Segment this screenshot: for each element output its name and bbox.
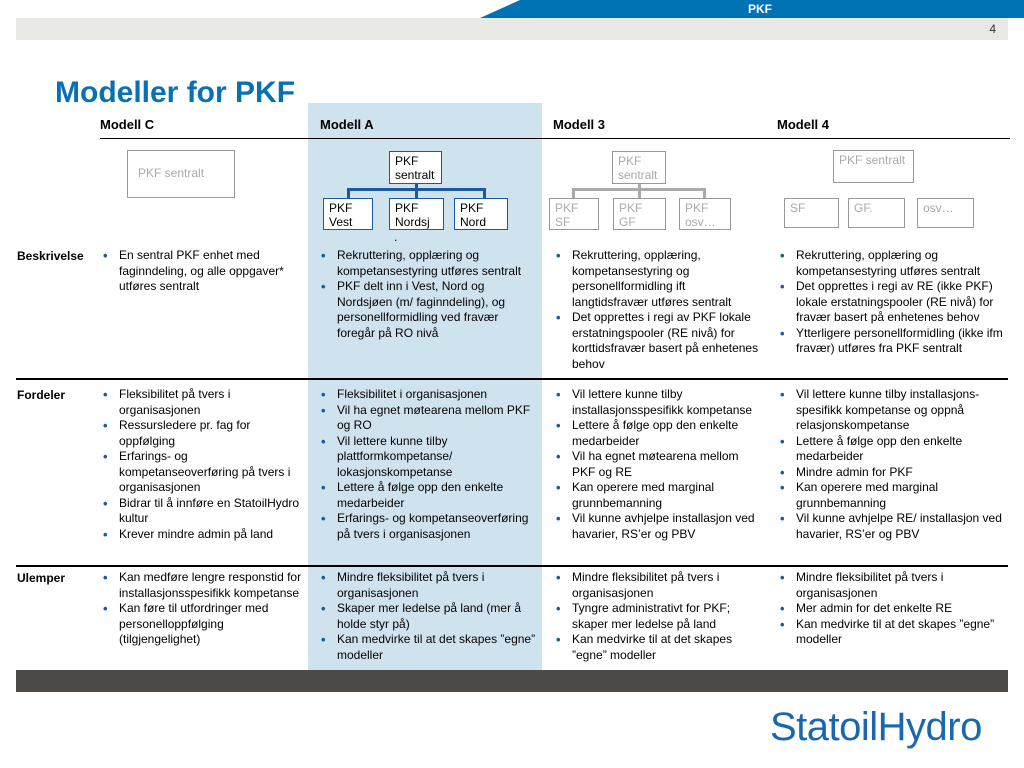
bullet-item: • Krever mindre admin på land bbox=[103, 527, 308, 543]
header-label: PKF bbox=[748, 2, 772, 16]
chart-3-child-box: PKF GF bbox=[613, 198, 666, 230]
row-label-beskrivelse: Beskrivelse bbox=[17, 249, 84, 263]
bullet-item: • Det opprettes i regi av PKF lokale erstatningspooler (RE nivå) for korttidsfravær basert på enhetenes behov bbox=[556, 310, 761, 372]
bullet-item: • Vil ha egnet møtearena mellom PKF og RO bbox=[321, 403, 539, 434]
bullet-item: • Vil lettere kunne tilby installasjonsspesifikk kompetanse bbox=[556, 387, 761, 418]
row-separator bbox=[16, 378, 1008, 380]
chart-4-child-box: osv… bbox=[917, 198, 974, 228]
bullet-item: • Kan medvirke til at det skapes ”egne” modeller bbox=[556, 632, 761, 663]
bullet-item: • Lettere å følge opp den enkelte medarbeider bbox=[780, 434, 1010, 465]
cell-ulemper-4 bbox=[780, 570, 1010, 648]
column-header-modell-a: Modell A bbox=[320, 117, 374, 132]
cell-beskrivelse-c bbox=[103, 248, 308, 295]
cell-ulemper-3 bbox=[556, 570, 761, 663]
bullet-item: • Fleksibilitet på tvers i organisasjonen bbox=[103, 387, 308, 418]
bullet-item: • Ressursledere pr. fag for oppfølging bbox=[103, 418, 308, 449]
bullet-item: • Mindre fleksibilitet på tvers i organisasjonen bbox=[556, 570, 761, 601]
page-title: Modeller for PKF bbox=[55, 76, 296, 109]
cell-beskrivelse-a bbox=[321, 248, 539, 341]
chart-a-dot: . bbox=[394, 230, 398, 244]
row-separator bbox=[16, 565, 1008, 567]
chart-a-child-box: PKF Vest bbox=[323, 198, 373, 230]
column-header-modell-3: Modell 3 bbox=[553, 117, 606, 132]
cell-ulemper-a bbox=[321, 570, 539, 663]
bullet-item: • Kan føre til utfordringer med personelloppfølging (tilgjengelighet) bbox=[103, 601, 308, 648]
bullet-item: • Mindre fleksibilitet på tvers i organisasjonen bbox=[780, 570, 1010, 601]
bullet-item: • Kan medvirke til at det skapes ”egne” modeller bbox=[321, 632, 539, 663]
cell-beskrivelse-4 bbox=[780, 248, 1010, 357]
header-divider bbox=[100, 138, 1010, 139]
cell-fordeler-4 bbox=[780, 387, 1010, 542]
cell-fordeler-a bbox=[321, 387, 539, 542]
page-number: 4 bbox=[989, 22, 996, 36]
bullet-item: • Mer admin for det enkelte RE bbox=[780, 601, 1010, 617]
chart-a-top-box: PKF sentralt bbox=[389, 151, 442, 184]
bullet-item: • Kan medvirke til at det skapes ”egne” modeller bbox=[780, 617, 1010, 648]
bullet-item: • Vil kunne avhjelpe RE/ installasjon ved havarier, RS’er og PBV bbox=[780, 511, 1010, 542]
bullet-item: • Ytterligere personellformidling (ikke ifm fravær) utføres fra PKF sentralt bbox=[780, 326, 1010, 357]
chart-a-child-box: PKF Nordsj bbox=[389, 198, 444, 230]
bullet-item: • Mindre fleksibilitet på tvers i organisasjonen bbox=[321, 570, 539, 601]
bullet-item: • En sentral PKF enhet med faginndeling, og alle oppgaver* utføres sentralt bbox=[103, 248, 308, 295]
bullet-item: • Det opprettes i regi av RE (ikke PKF) lokale erstatningspooler (RE nivå) for fravær basert på enhetenes behov bbox=[780, 279, 1010, 326]
bullet-item: • Vil lettere kunne tilby plattformkompetanse/ lokasjonskompetanse bbox=[321, 434, 539, 481]
cell-fordeler-3 bbox=[556, 387, 761, 542]
bullet-item: • Kan operere med marginal grunnbemanning bbox=[556, 480, 761, 511]
bullet-item: • Bidrar til å innføre en StatoilHydro kultur bbox=[103, 496, 308, 527]
chart-4-child-box: SF bbox=[784, 198, 839, 228]
bullet-item: • Skaper mer ledelse på land (mer å holde styr på) bbox=[321, 601, 539, 632]
chart-c-box: PKF sentralt bbox=[127, 150, 235, 198]
bullet-item: • Tyngre administrativt for PKF; skaper mer ledelse på land bbox=[556, 601, 761, 632]
row-label-ulemper: Ulemper bbox=[17, 571, 66, 585]
top-band-slant bbox=[480, 0, 520, 18]
bullet-item: • Erfarings- og kompetanseoverføring på tvers i organisasjonen bbox=[103, 449, 308, 496]
bullet-item: • Vil kunne avhjelpe installasjon ved havarier, RS’er og PBV bbox=[556, 511, 761, 542]
column-header-modell-4: Modell 4 bbox=[777, 117, 830, 132]
chart-3-child-box: PKF SF bbox=[549, 198, 599, 230]
chart-3-top-box: PKF sentralt bbox=[612, 151, 666, 184]
bullet-item: • Kan operere med marginal grunnbemanning bbox=[780, 480, 1010, 511]
chart-a-child-box: PKF Nord bbox=[454, 198, 508, 230]
bullet-item: • Erfarings- og kompetanseoverføring på tvers i organisasjonen bbox=[321, 511, 539, 542]
bullet-item: • Rekruttering, opplæring og kompetansestyring utføres sentralt bbox=[321, 248, 539, 279]
cell-ulemper-c bbox=[103, 570, 308, 648]
bullet-item: • Vil ha egnet møtearena mellom PKF og RE bbox=[556, 449, 761, 480]
chart-4-child-box: GF. bbox=[848, 198, 905, 228]
chart-4-top-box: PKF sentralt bbox=[833, 150, 914, 183]
statoilhydro-logo: StatoilHydro bbox=[770, 705, 982, 749]
bullet-item: • Vil lettere kunne tilby installasjons-spesifikk kompetanse og oppnå relasjonskompetanse bbox=[780, 387, 1010, 434]
bullet-item: • Lettere å følge opp den enkelte medarbeider bbox=[321, 480, 539, 511]
column-header-modell-c: Modell C bbox=[100, 117, 155, 132]
bullet-item: • Mindre admin for PKF bbox=[780, 465, 1010, 481]
footer-bar bbox=[16, 670, 1008, 692]
bullet-item: • Lettere å følge opp den enkelte medarbeider bbox=[556, 418, 761, 449]
page-bar bbox=[16, 18, 1008, 40]
row-label-fordeler: Fordeler bbox=[17, 388, 66, 402]
cell-fordeler-c bbox=[103, 387, 308, 542]
cell-beskrivelse-3 bbox=[556, 248, 761, 372]
bullet-item: • Fleksibilitet i organisasjonen bbox=[321, 387, 539, 403]
bullet-item: • Kan medføre lengre responstid for installasjonsspesifikk kompetanse bbox=[103, 570, 308, 601]
bullet-item: • PKF delt inn i Vest, Nord og Nordsjøen (m/ faginndeling), og personellformidling ved fravær foregår på RO nivå bbox=[321, 279, 539, 341]
bullet-item: • Rekruttering, opplæring, kompetansestyring og personellformidling ift langtidsfravær utføres sentralt bbox=[556, 248, 761, 310]
chart-3-child-box: PKF osv… bbox=[679, 198, 731, 230]
bullet-item: • Rekruttering, opplæring og kompetansestyring utføres sentralt bbox=[780, 248, 1010, 279]
